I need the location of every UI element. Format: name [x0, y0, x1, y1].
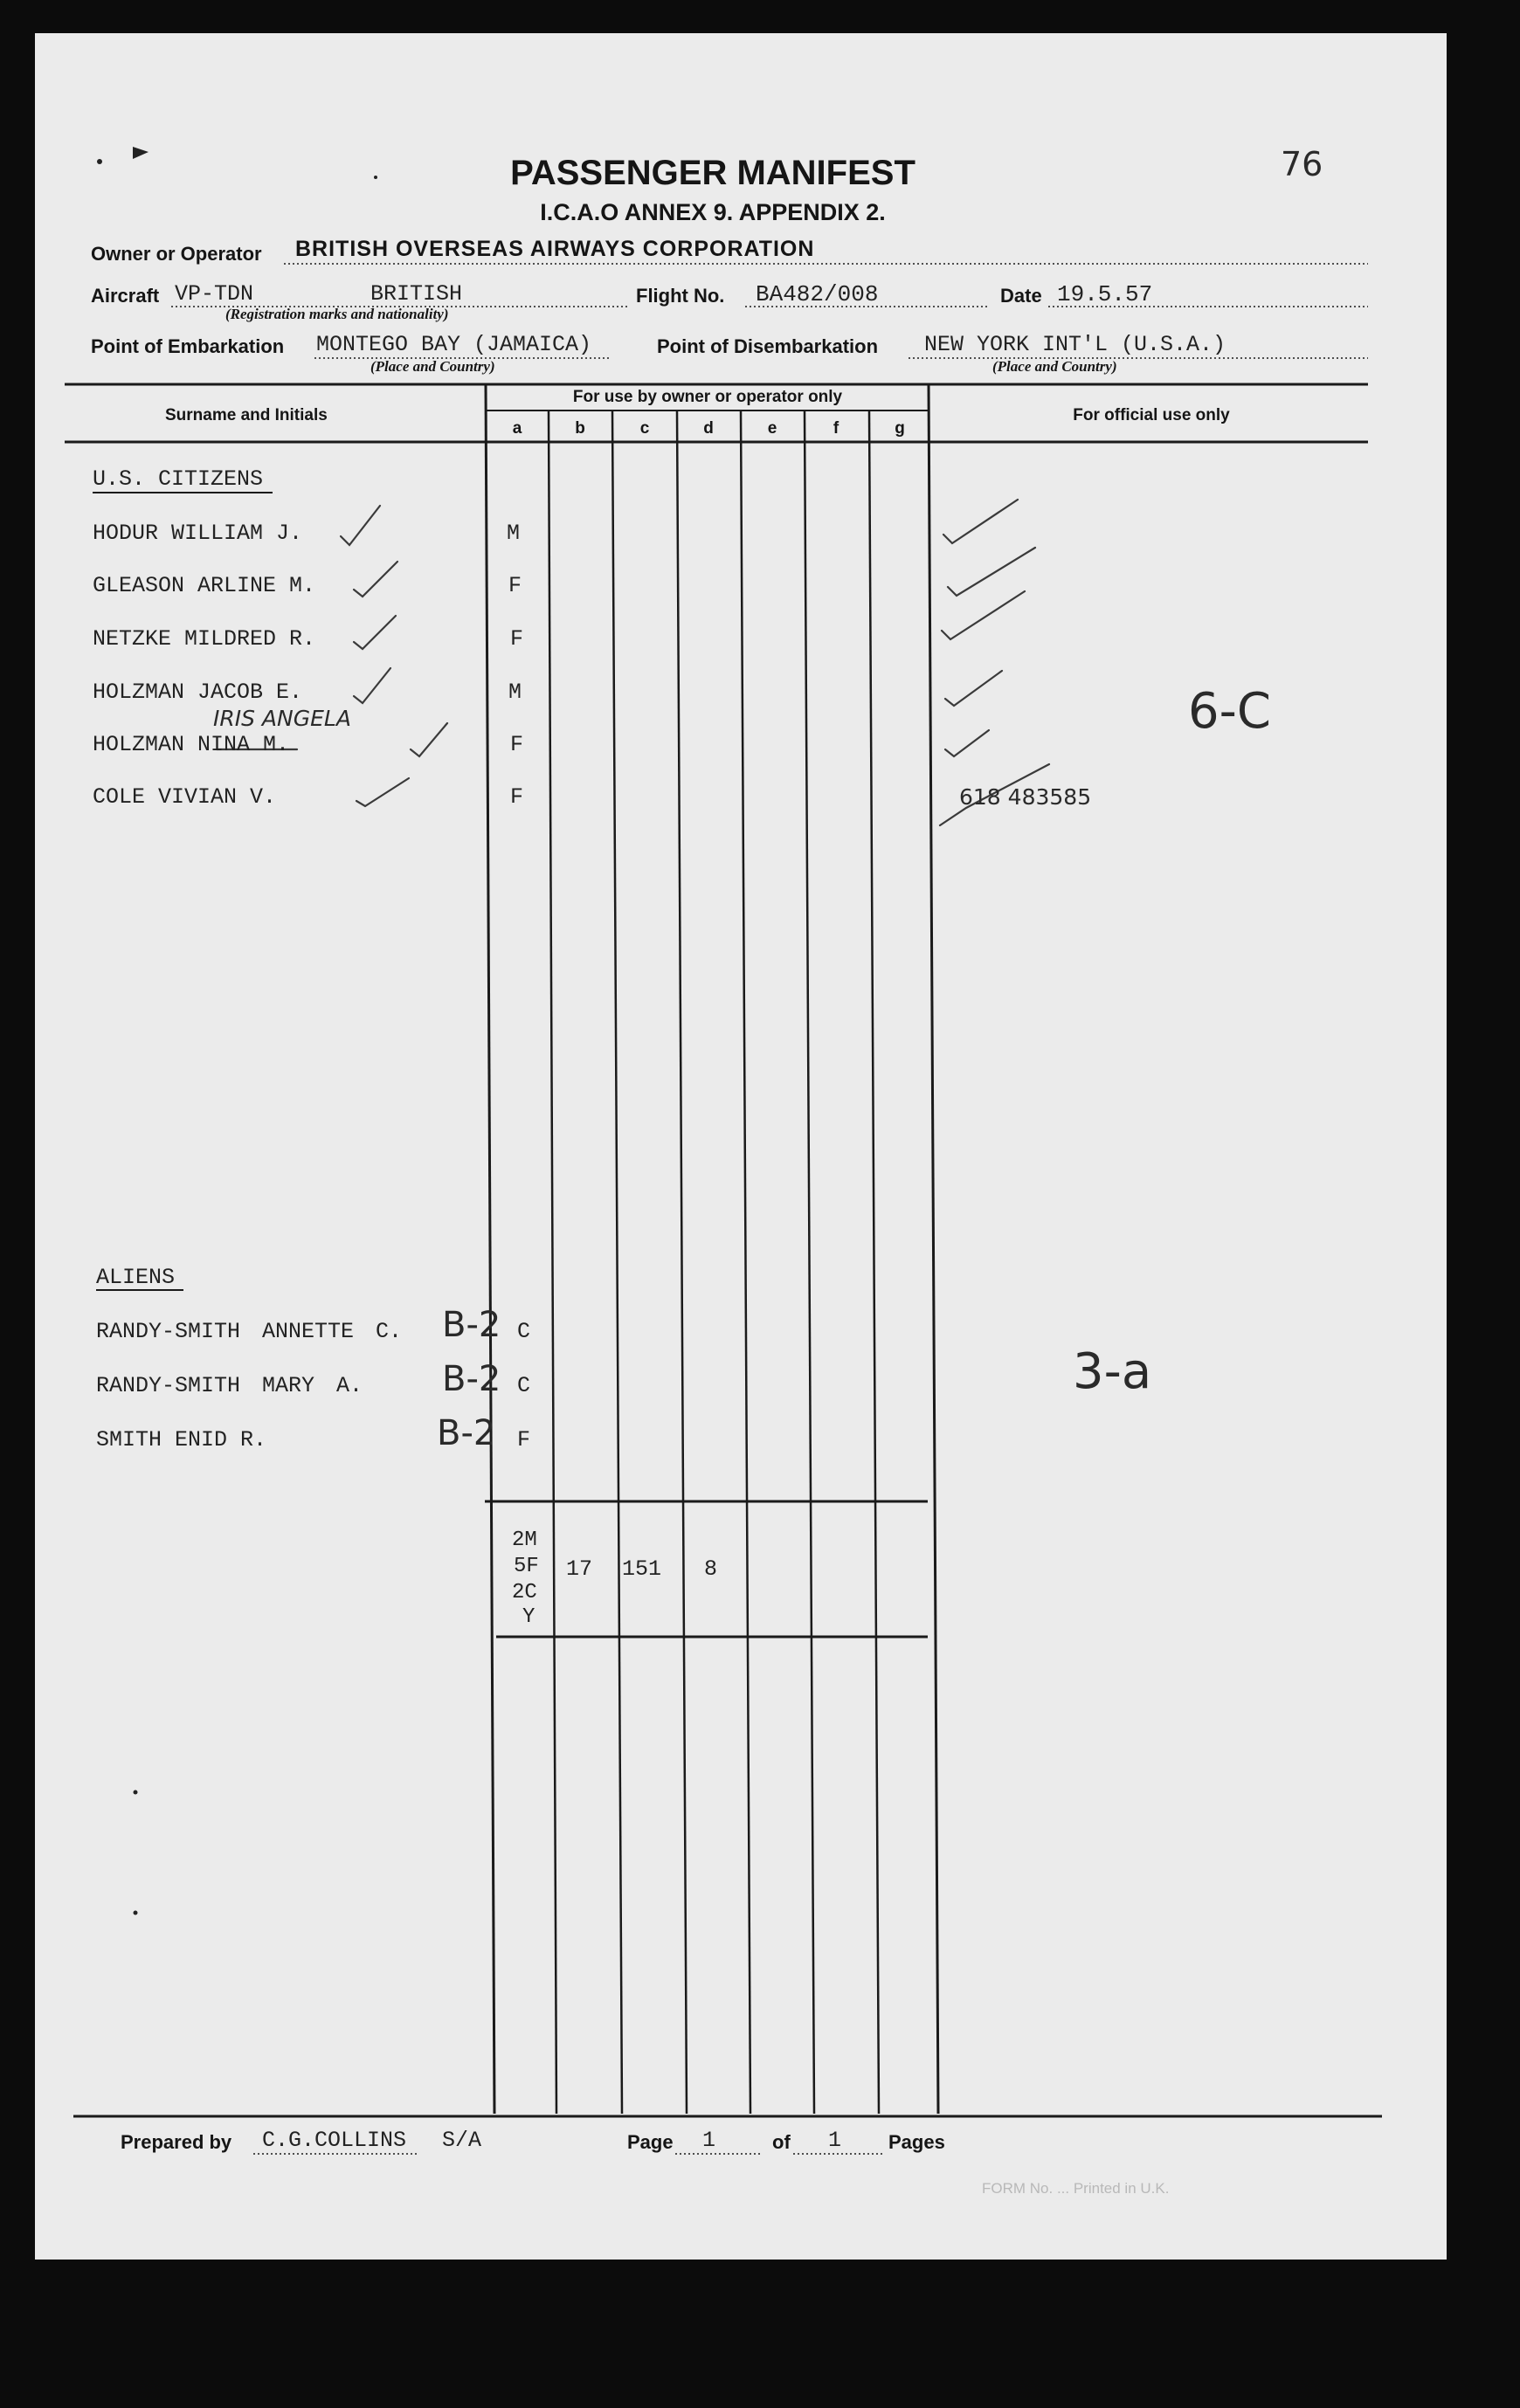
- total-c: 151: [622, 1556, 662, 1582]
- form-note: FORM No. ... Printed in U.K.: [982, 2180, 1170, 2197]
- passenger-name: HOLZMAN NINA M.: [93, 732, 290, 757]
- official-header: For official use only: [1073, 406, 1230, 424]
- column-header-f: f: [833, 419, 839, 438]
- passenger-name: GLEASON ARLINE M.: [93, 573, 316, 598]
- passenger-name: RANDY-SMITH ANNETTE C.: [96, 1319, 403, 1344]
- pages-label: Pages: [888, 2131, 945, 2153]
- total-a-line: Y: [522, 1605, 535, 1629]
- column-header-a: a: [512, 419, 522, 438]
- disembarkation-hint: (Place and Country): [992, 358, 1117, 375]
- date-value: 19.5.57: [1057, 281, 1153, 307]
- total-a-line: 2C: [512, 1581, 537, 1604]
- handwritten-tally: 3-a: [1073, 1343, 1152, 1400]
- operator-header: For use by owner or operator only: [572, 388, 843, 406]
- passenger-class: F: [517, 1427, 531, 1452]
- passenger-name: NETZKE MILDRED R.: [93, 626, 316, 652]
- total-b: 17: [566, 1556, 593, 1582]
- prepared-by-value: C.G.COLLINS: [262, 2128, 407, 2153]
- visa-class: B-2: [442, 1359, 501, 1399]
- passenger-sex: F: [508, 573, 522, 598]
- date-label: Date: [1000, 285, 1042, 307]
- flight-value: BA482/008: [756, 281, 879, 307]
- passenger-sex: F: [510, 784, 524, 810]
- of-label: of: [772, 2131, 791, 2153]
- page-subtitle: I.C.A.O ANNEX 9. APPENDIX 2.: [540, 199, 886, 225]
- page-value: 1: [702, 2128, 716, 2153]
- name-correction: IRIS ANGELA: [213, 706, 351, 731]
- passenger-sex: M: [508, 680, 522, 705]
- total-d: 8: [704, 1556, 718, 1582]
- owner-label: Owner or Operator: [91, 243, 262, 265]
- passenger-class: C: [517, 1319, 531, 1344]
- aircraft-hint: (Registration marks and nationality): [225, 306, 449, 322]
- embarkation-value: MONTEGO BAY (JAMAICA): [316, 332, 592, 357]
- page-number: 76: [1281, 145, 1323, 183]
- aircraft-registration: VP-TDN: [175, 281, 254, 307]
- total-a-line: 5F: [514, 1555, 539, 1578]
- embarkation-hint: (Place and Country): [370, 358, 495, 375]
- column-header-g: g: [895, 419, 905, 438]
- column-header-c: c: [639, 419, 650, 438]
- official-number: 618 483585: [959, 784, 1092, 810]
- flight-label: Flight No.: [636, 285, 725, 307]
- passenger-class: C: [517, 1373, 531, 1398]
- passenger-name: COLE VIVIAN V.: [93, 784, 277, 810]
- aircraft-label: Aircraft: [91, 285, 160, 307]
- page-label: Page: [627, 2131, 674, 2153]
- column-header-d: d: [703, 419, 714, 438]
- aircraft-nationality: BRITISH: [370, 281, 463, 307]
- passenger-name: HOLZMAN JACOB E.: [93, 680, 303, 705]
- embarkation-label: Point of Embarkation: [91, 335, 285, 357]
- column-header-b: b: [575, 419, 585, 438]
- passenger-sex: M: [507, 521, 521, 546]
- passenger-name: SMITH ENID R.: [96, 1427, 267, 1452]
- passenger-sex: F: [510, 732, 524, 757]
- prepared-by-role: S/A: [442, 2128, 482, 2153]
- owner-value: BRITISH OVERSEAS AIRWAYS CORPORATION: [295, 237, 815, 261]
- handwritten-tally: 6-C: [1188, 683, 1271, 740]
- visa-class: B-2: [442, 1305, 501, 1345]
- disembarkation-label: Point of Disembarkation: [657, 335, 879, 357]
- visa-class: B-2: [437, 1413, 496, 1453]
- prepared-by-label: Prepared by: [121, 2131, 232, 2153]
- section-aliens: ALIENS: [96, 1265, 176, 1290]
- passenger-name: HODUR WILLIAM J.: [93, 521, 303, 546]
- surname-header: Surname and Initials: [165, 406, 328, 424]
- section-us-citizens: U.S. CITIZENS: [93, 466, 264, 492]
- disembarkation-value: NEW YORK INT'L (U.S.A.): [924, 332, 1226, 357]
- total-a-line: 2M: [512, 1528, 537, 1552]
- passenger-sex: F: [510, 626, 524, 652]
- passenger-name: RANDY-SMITH MARY A.: [96, 1373, 363, 1398]
- column-header-e: e: [767, 419, 777, 438]
- of-value: 1: [828, 2128, 842, 2153]
- page-title: PASSENGER MANIFEST: [510, 154, 915, 192]
